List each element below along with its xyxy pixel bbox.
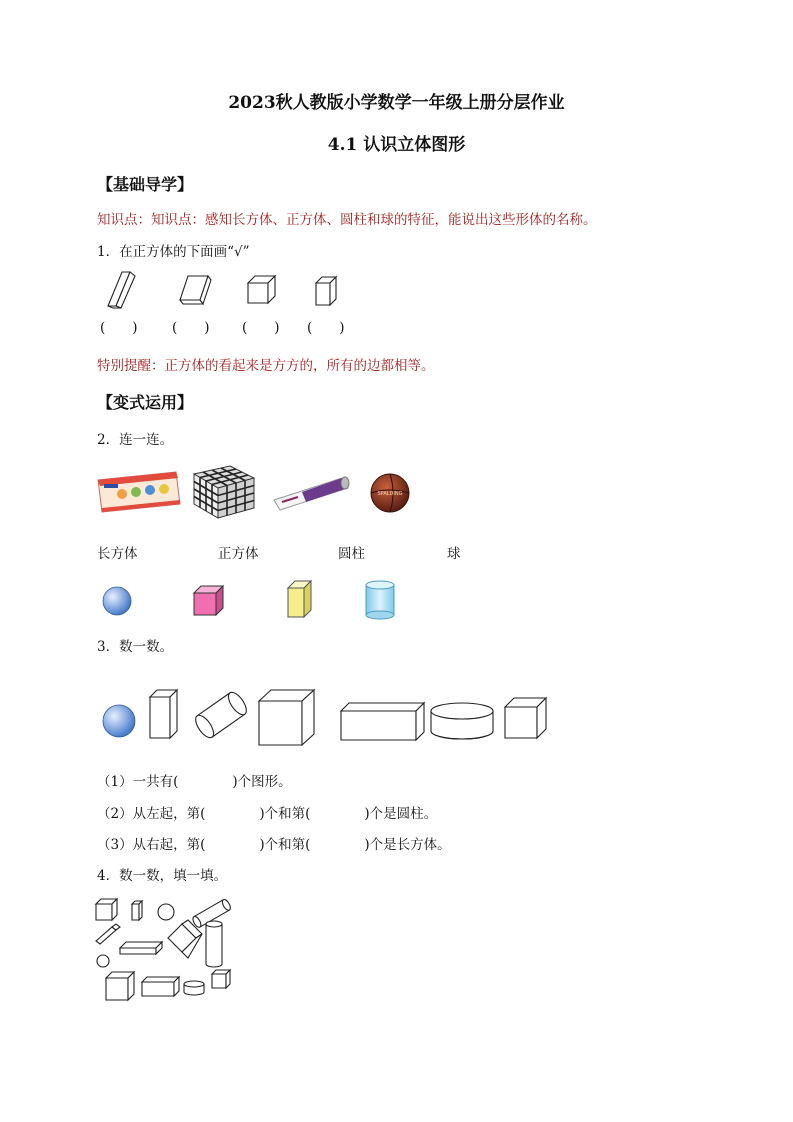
page-subtitle: 4.1 认识立体图形 — [327, 135, 466, 155]
q1-cube-icon — [248, 276, 280, 306]
question-2: 2．连一连。 — [97, 432, 174, 448]
q3-flat-cylinder-icon — [430, 701, 496, 741]
label-sphere: 球 — [447, 546, 461, 562]
q1-paren-3[interactable]: ( ) — [242, 320, 280, 336]
q4-shapes-cluster-icon — [94, 896, 244, 1006]
q1-paren-1[interactable]: ( ) — [100, 320, 138, 336]
q4-tall-cylinder-icon — [206, 921, 222, 967]
q3-tall-cuboid-icon — [149, 689, 181, 741]
q3-long-cuboid-icon — [340, 702, 428, 742]
pink-cube-icon — [192, 585, 228, 619]
q1-tall-cuboid-icon — [108, 270, 148, 310]
yellow-cuboid-icon — [286, 580, 316, 620]
basketball-picture-icon — [370, 473, 412, 515]
special-tip: 特别提醒：正方体的看起来是方方的，所有的边都相等。 — [97, 358, 435, 374]
q3-item-2[interactable]: （2）从左起，第( )个和第( )个是圆柱。 — [97, 806, 438, 822]
q4-cube-3-icon — [212, 970, 230, 988]
q1-paren-4[interactable]: ( ) — [307, 320, 345, 336]
q3-big-cube-icon — [258, 689, 318, 747]
q1-small-cuboid-icon — [316, 276, 340, 308]
q4-slanted-bar-icon — [96, 924, 120, 944]
q4-cube-2-icon — [106, 972, 134, 1000]
rubiks-cube-picture-icon — [190, 458, 258, 520]
roll-picture-icon — [272, 472, 352, 512]
question-1: 1．在正方体的下面画“√” — [97, 244, 250, 260]
q3-small-cube-icon — [504, 697, 550, 741]
q4-flat-cuboid-icon — [120, 942, 162, 954]
q4-thin-cuboid-icon — [132, 901, 142, 920]
page-title: 2023秋人教版小学数学一年级上册分层作业 — [228, 93, 565, 113]
q3-tilted-cylinder-icon — [192, 688, 250, 742]
label-cuboid: 长方体 — [97, 546, 138, 562]
pencil-box-picture-icon — [98, 470, 180, 514]
question-4: 4．数一数，填一填。 — [97, 868, 228, 884]
label-cube: 正方体 — [218, 546, 259, 562]
q4-cube-1-icon — [96, 899, 117, 920]
section-heading-basic: 【基础导学】 — [97, 175, 194, 194]
q4-cuboid-bottom-icon — [142, 977, 179, 996]
q4-small-cylinder-icon — [184, 981, 204, 995]
knowledge-point: 知识点：知识点：感知长方体、正方体、圆柱和球的特征，能说出这些形体的名称。 — [97, 212, 597, 228]
q1-paren-2[interactable]: ( ) — [172, 320, 210, 336]
q3-sphere-icon — [102, 704, 138, 740]
section-heading-practice: 【变式运用】 — [97, 393, 194, 412]
q3-item-3[interactable]: （3）从右起，第( )个和第( )个是长方体。 — [97, 837, 451, 853]
q4-sphere-1-icon — [158, 904, 174, 920]
cyan-cylinder-icon — [364, 580, 396, 620]
basketball-brand-text: SPALDING — [377, 491, 403, 497]
blue-sphere-icon — [102, 586, 134, 618]
q1-flat-box-icon — [178, 276, 214, 308]
label-cylinder: 圆柱 — [338, 546, 365, 562]
question-3: 3．数一数。 — [97, 639, 174, 655]
q3-item-1[interactable]: （1）一共有( )个图形。 — [97, 774, 292, 790]
q4-sphere-2-icon — [97, 955, 109, 967]
